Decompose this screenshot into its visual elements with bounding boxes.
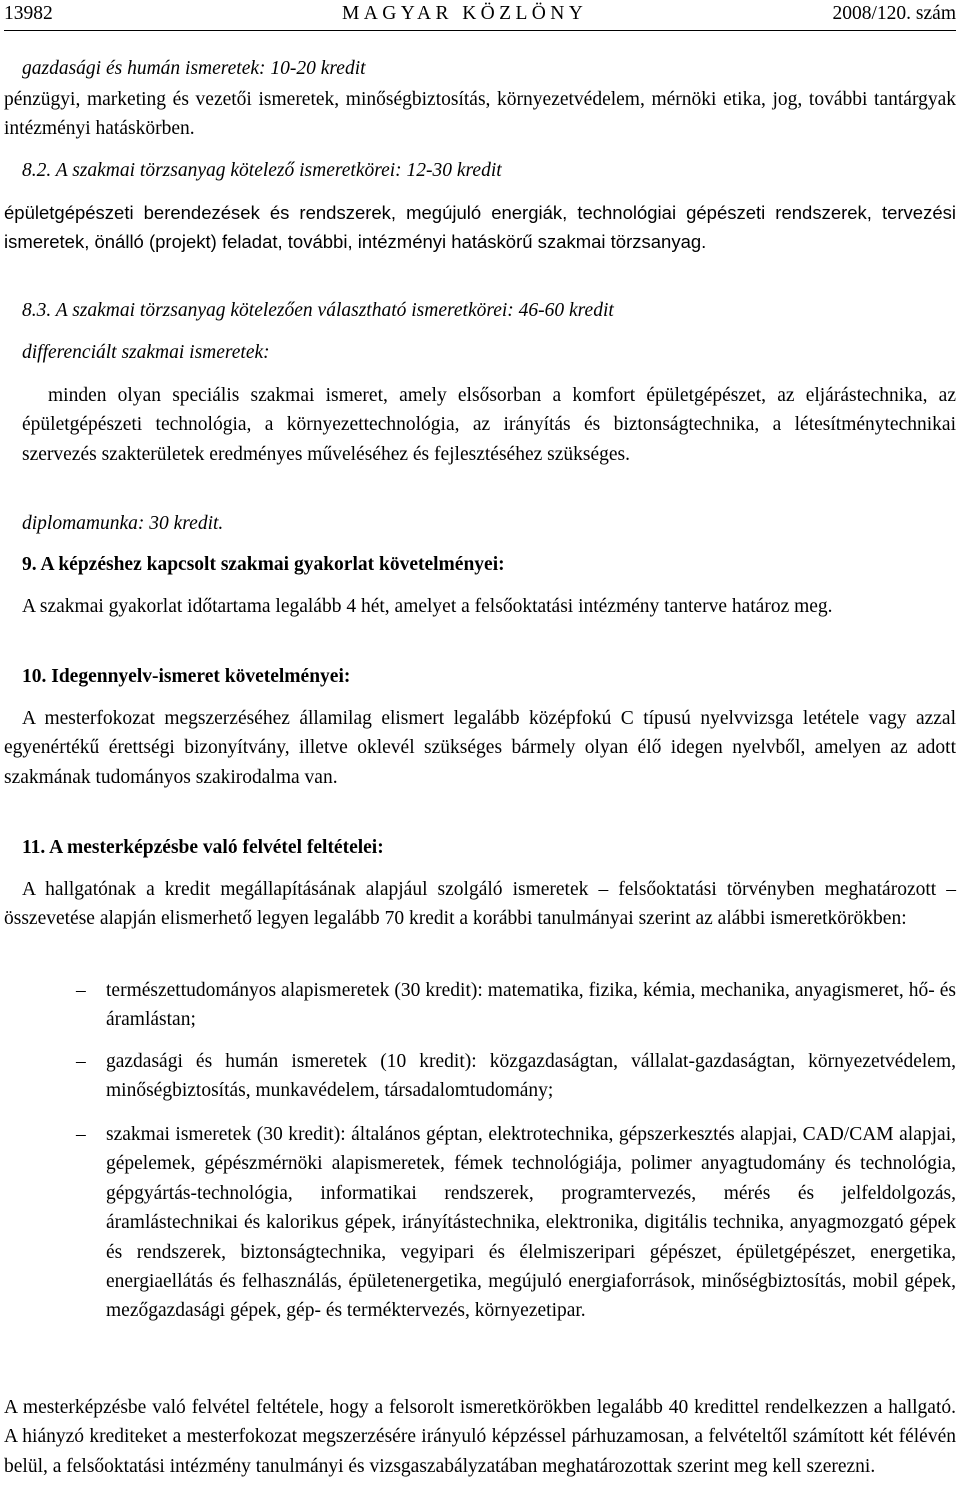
section-8-3-subtitle: differenciált szakmai ismeretek: bbox=[22, 342, 270, 363]
dash-bullet: – bbox=[76, 980, 86, 1001]
section-11-heading bbox=[22, 833, 956, 862]
dash-bullet: – bbox=[76, 1051, 86, 1072]
section-11-closing: A mesterképzésbe való felvétel feltétele, hogy a felsorolt ismeretkörökben legalább 40 kredittel rendelkezzen a hallgató. A hiányzó krediteket a mesterfokozat megszerzésére irányuló képzéssel párhuzamosan, a felvételtől számított két félévén belül, a felsőoktatási intézmény tanulmányi és vizsgaszabályzatában meghatározottak szerint meg kell szerezni. bbox=[4, 1397, 956, 1477]
list-item-text: gazdasági és humán ismeretek (10 kredit): közgazdaságtan, vállalat-gazdaságtan, környezetvédelem, minőségbiztosítás, munkavédelem, társadalomtudomány; bbox=[106, 1051, 956, 1102]
list-item-text: szakmai ismeretek (30 kredit): általános géptan, elektrotechnika, gépszerkesztés alapjai, CAD/CAM alapjai, gépelemek, gépészmérnöki alapismeretek, fémek technológiája, polimer anyagtudomány és technológia, gépgyártás-technológia, informatikai rendszerek, programtervezés, mérés és jelfeldolgozás, áramlástechnikai és kalorikus gépek, irányítástechnika, elektronika, digitális technika, anyagmozgató gépek és rendszerek, biztonságtechnika, vegyipari és élelmiszeripari gépészet, épületgépészet, energetika, energiaellátás és felhasználás, épületenergetika, megújuló energiaforrások, minőségbiztosítás, mobil gépek, mezőgazdasági gépek, gép- és terméktervezés, környezetipar. bbox=[106, 1124, 956, 1322]
section-8-1-subtitle: gazdasági és humán ismeretek: 10-20 kredit bbox=[22, 58, 366, 79]
section-10-heading bbox=[22, 662, 956, 691]
section-11-intro-content: A hallgatónak a kredit megállapításának alapjául szolgáló ismeretek – felsőoktatási törvényben meghatározott – összevetése alapján elismerhető legyen legalább 70 kredit a korábbi tanulmányai szerint az alábbi ismeretkörökben: bbox=[4, 879, 956, 930]
section-10-text-content: A mesterfokozat megszerzéséhez államilag elismert legalább középfokú C típusú nyelvvizsga letétele vagy azzal egyenértékű érettségi bizonyítvány, illetve oklevél szükséges bármely olyan élő idegen nyelvből, amelyen az adott szakmának tudományos szakirodalma van. bbox=[4, 708, 956, 788]
section-11-intro bbox=[4, 875, 956, 934]
dash-bullet: – bbox=[76, 1124, 86, 1145]
section-10-title: Idegennyelv-ismeret követelményei: bbox=[51, 666, 351, 687]
list-item-text: természettudományos alapismeretek (30 kredit): matematika, fizika, kémia, mechanika, anyagismeret, hő- és áramlástan; bbox=[106, 980, 956, 1031]
section-9-text bbox=[4, 592, 956, 621]
journal-title: MAGYAR KÖZLÖNY bbox=[342, 3, 588, 24]
section-11-number: 11. bbox=[22, 837, 46, 858]
section-8-3-text: minden olyan speciális szakmai ismeret, amely elsősorban a komfort épületgépészet, az eljárástechnika, az épületgépészeti technológia, a környezettechnológia, az irányítás és biztonságtechnika, a létesítménytechnikai szervezés szakterületek eredményes műveléséhez és fejlesztéséhez szükséges. bbox=[22, 385, 956, 465]
list-item bbox=[76, 1047, 956, 1106]
page-header bbox=[4, 0, 956, 30]
section-9-number: 9. bbox=[22, 554, 37, 575]
section-10-text bbox=[4, 704, 956, 792]
section-8-2-text: épületgépészeti berendezések és rendszerek, megújuló energiák, technológiai gépészeti rendszerek, tervezési ismeretek, önálló (projekt) feladat, további, intézményi hatáskörű szakmai törzsanyag. bbox=[4, 202, 956, 253]
page-number: 13982 bbox=[4, 3, 53, 24]
section-9-heading bbox=[22, 550, 956, 579]
section-8-3-thesis: diplomamunka: 30 kredit. bbox=[22, 513, 224, 534]
section-8-2-heading: 8.2. A szakmai törzsanyag kötelező ismeretkörei: 12-30 kredit bbox=[22, 160, 502, 181]
list-item bbox=[76, 1120, 956, 1326]
issue-number: 2008/120. szám bbox=[832, 3, 956, 24]
section-8-1-text: pénzügyi, marketing és vezetői ismeretek, minőségbiztosítás, környezetvédelem, mérnöki etika, jog, további tantárgyak intézményi hatáskörben. bbox=[4, 89, 956, 140]
section-10-number: 10. bbox=[22, 666, 47, 687]
section-8-3-text-wrap bbox=[22, 381, 956, 469]
list-item bbox=[76, 976, 956, 1035]
section-9-text-content: A szakmai gyakorlat időtartama legalább 4 hét, amelyet a felsőoktatási intézmény tanterve határoz meg. bbox=[22, 596, 833, 617]
header-rule bbox=[4, 30, 956, 31]
section-8-3-heading: 8.3. A szakmai törzsanyag kötelezően választható ismeretkörei: 46-60 kredit bbox=[22, 300, 614, 321]
section-11-title: A mesterképzésbe való felvétel feltételei: bbox=[49, 837, 384, 858]
section-9-title: A képzéshez kapcsolt szakmai gyakorlat követelményei: bbox=[40, 554, 505, 575]
